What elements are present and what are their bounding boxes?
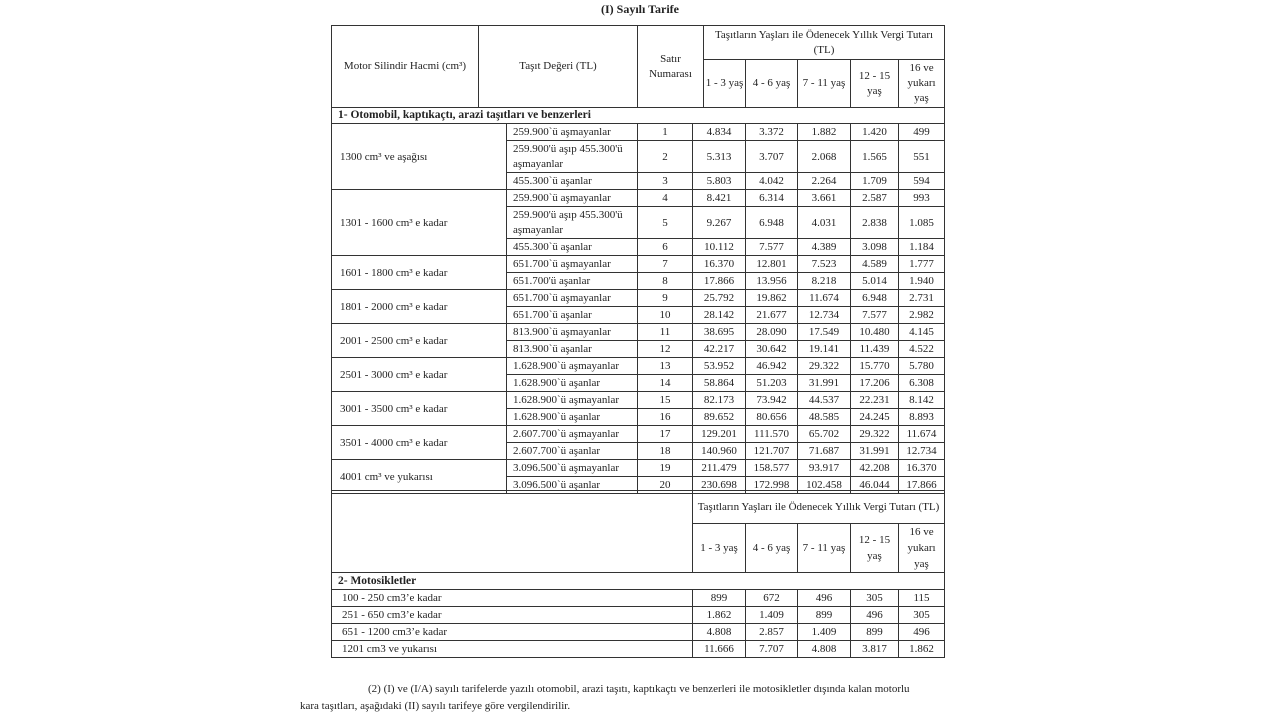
tariff-body (331, 123, 945, 494)
engine-capacity-cell: 1301 - 1600 cm³ e kadar (332, 190, 507, 256)
tax-amount-cell: 89.652 (693, 409, 746, 426)
vehicle-value-cell: 455.300`ü aşanlar (507, 239, 638, 256)
tax-amount-cell: 2.068 (798, 141, 851, 173)
tax-amount-cell: 44.537 (798, 392, 851, 409)
vehicle-value-cell: 813.900`ü aşanlar (507, 341, 638, 358)
tax-amount-cell: 102.458 (798, 477, 851, 494)
engine-capacity-cell: 3001 - 3500 cm³ e kadar (332, 392, 507, 426)
tax-amount-cell: 7.577 (851, 307, 899, 324)
row-number-cell: 4 (638, 190, 693, 207)
tax-amount-cell: 4.808 (798, 641, 851, 658)
vehicle-value-cell: 259.900'ü aşıp 455.300'ü aşmayanlar (507, 207, 638, 239)
vehicle-value-cell: 651.700'ü aşanlar (507, 273, 638, 290)
motorcycle-capacity-cell: 100 - 250 cm3’e kadar (332, 590, 693, 607)
motorcycle-row (332, 607, 945, 624)
vehicle-value-cell: 651.700`ü aşmayanlar (507, 290, 638, 307)
vehicle-value-cell: 1.628.900`ü aşmayanlar (507, 358, 638, 375)
header-age-1: 1 - 3 yaş (704, 60, 746, 108)
tax-amount-cell: 2.857 (746, 624, 798, 641)
tax-amount-cell: 17.866 (899, 477, 945, 494)
tax-amount-cell: 12.734 (899, 443, 945, 460)
engine-capacity-cell: 1601 - 1800 cm³ e kadar (332, 256, 507, 290)
table-row (332, 358, 945, 375)
tax-amount-cell: 1.409 (798, 624, 851, 641)
row-number-cell: 13 (638, 358, 693, 375)
tax-amount-cell: 7.577 (746, 239, 798, 256)
tax-amount-cell: 4.522 (899, 341, 945, 358)
row-number-cell: 1 (638, 124, 693, 141)
tax-amount-cell: 12.801 (746, 256, 798, 273)
header-engine: Motor Silindir Hacmi (cm³) (332, 26, 479, 108)
section-title-cars: 1- Otomobil, kaptıkaçtı, arazi taşıtları ve benzerleri (332, 108, 945, 124)
tax-amount-cell: 2.264 (798, 173, 851, 190)
tax-amount-cell: 58.864 (693, 375, 746, 392)
tax-amount-cell: 899 (851, 624, 899, 641)
tax-amount-cell: 5.780 (899, 358, 945, 375)
tax-amount-cell: 46.044 (851, 477, 899, 494)
header-age-5: 16 ve yukarı yaş (899, 60, 945, 108)
moto-header-age-3: 7 - 11 yaş (798, 524, 851, 573)
tariff-header (331, 25, 945, 124)
tax-amount-cell: 73.942 (746, 392, 798, 409)
tax-amount-cell: 1.862 (899, 641, 945, 658)
row-number-cell: 3 (638, 173, 693, 190)
tax-amount-cell: 1.085 (899, 207, 945, 239)
tax-amount-cell: 211.479 (693, 460, 746, 477)
table-row (332, 124, 945, 141)
engine-capacity-cell: 2001 - 2500 cm³ e kadar (332, 324, 507, 358)
motorcycle-row (332, 641, 945, 658)
tax-amount-cell: 13.956 (746, 273, 798, 290)
table-row (332, 190, 945, 207)
tax-amount-cell: 672 (746, 590, 798, 607)
row-number-cell: 20 (638, 477, 693, 494)
tax-amount-cell: 1.777 (899, 256, 945, 273)
tax-amount-cell: 11.439 (851, 341, 899, 358)
tax-amount-cell: 305 (899, 607, 945, 624)
tax-amount-cell: 10.112 (693, 239, 746, 256)
tax-amount-cell: 172.998 (746, 477, 798, 494)
tax-amount-cell: 16.370 (693, 256, 746, 273)
motorcycle-table (331, 490, 945, 658)
section-title-motorcycles: 2- Motosikletler (332, 573, 945, 590)
tax-amount-cell: 30.642 (746, 341, 798, 358)
tax-amount-cell: 121.707 (746, 443, 798, 460)
tax-amount-cell: 31.991 (851, 443, 899, 460)
tax-amount-cell: 1.565 (851, 141, 899, 173)
tax-amount-cell: 11.674 (798, 290, 851, 307)
row-number-cell: 7 (638, 256, 693, 273)
tax-amount-cell: 4.031 (798, 207, 851, 239)
tax-amount-cell: 2.838 (851, 207, 899, 239)
moto-header-age-4: 12 - 15 yaş (851, 524, 899, 573)
moto-header-tax-group: Taşıtların Yaşları ile Ödenecek Yıllık Vergi Tutarı (TL) (693, 491, 945, 524)
tax-amount-cell: 6.948 (746, 207, 798, 239)
tax-amount-cell: 305 (851, 590, 899, 607)
moto-header-age-2: 4 - 6 yaş (746, 524, 798, 573)
tax-amount-cell: 1.184 (899, 239, 945, 256)
tax-amount-cell: 17.549 (798, 324, 851, 341)
row-number-cell: 10 (638, 307, 693, 324)
tax-amount-cell: 9.267 (693, 207, 746, 239)
vehicle-value-cell: 259.900`ü aşmayanlar (507, 124, 638, 141)
vehicle-value-cell: 651.700`ü aşmayanlar (507, 256, 638, 273)
tax-amount-cell: 158.577 (746, 460, 798, 477)
tax-amount-cell: 1.882 (798, 124, 851, 141)
moto-header-age-5: 16 ve yukarı yaş (899, 524, 945, 573)
tax-amount-cell: 46.942 (746, 358, 798, 375)
tax-amount-cell: 594 (899, 173, 945, 190)
tax-amount-cell: 496 (899, 624, 945, 641)
table-row (332, 324, 945, 341)
tax-amount-cell: 7.707 (746, 641, 798, 658)
tax-amount-cell: 899 (798, 607, 851, 624)
tax-amount-cell: 80.656 (746, 409, 798, 426)
tax-amount-cell: 6.308 (899, 375, 945, 392)
tax-amount-cell: 42.217 (693, 341, 746, 358)
tax-amount-cell: 8.142 (899, 392, 945, 409)
row-number-cell: 18 (638, 443, 693, 460)
tax-amount-cell: 4.389 (798, 239, 851, 256)
vehicle-value-cell: 1.628.900`ü aşanlar (507, 409, 638, 426)
tax-amount-cell: 4.834 (693, 124, 746, 141)
vehicle-value-cell: 455.300`ü aşanlar (507, 173, 638, 190)
tax-amount-cell: 48.585 (798, 409, 851, 426)
tax-amount-cell: 3.098 (851, 239, 899, 256)
tax-amount-cell: 3.707 (746, 141, 798, 173)
moto-header-blank (332, 491, 693, 573)
tax-amount-cell: 2.587 (851, 190, 899, 207)
tax-amount-cell: 551 (899, 141, 945, 173)
row-number-cell: 6 (638, 239, 693, 256)
row-number-cell: 11 (638, 324, 693, 341)
tax-amount-cell: 28.142 (693, 307, 746, 324)
tax-amount-cell: 51.203 (746, 375, 798, 392)
table-row (332, 392, 945, 409)
table-row (332, 290, 945, 307)
tax-amount-cell: 29.322 (851, 426, 899, 443)
tax-amount-cell: 28.090 (746, 324, 798, 341)
vehicle-value-cell: 1.628.900`ü aşanlar (507, 375, 638, 392)
table-row (332, 256, 945, 273)
tax-amount-cell: 1.420 (851, 124, 899, 141)
tax-amount-cell: 11.666 (693, 641, 746, 658)
table-row (332, 426, 945, 443)
paragraph (300, 681, 980, 715)
header-tax-group: Taşıtların Yaşları ile Ödenecek Yıllık Vergi Tutarı (TL) (704, 26, 945, 60)
motorcycle-capacity-cell: 1201 cm3 ve yukarısı (332, 641, 693, 658)
tax-amount-cell: 496 (798, 590, 851, 607)
tax-amount-cell: 11.674 (899, 426, 945, 443)
tax-amount-cell: 4.145 (899, 324, 945, 341)
tax-amount-cell: 899 (693, 590, 746, 607)
header-value: Taşıt Değeri (TL) (479, 26, 638, 108)
engine-capacity-cell: 3501 - 4000 cm³ e kadar (332, 426, 507, 460)
vehicle-value-cell: 651.700`ü aşanlar (507, 307, 638, 324)
tax-amount-cell: 3.661 (798, 190, 851, 207)
motorcycle-capacity-cell: 651 - 1200 cm3’e kadar (332, 624, 693, 641)
row-number-cell: 5 (638, 207, 693, 239)
tax-amount-cell: 8.218 (798, 273, 851, 290)
tax-amount-cell: 6.948 (851, 290, 899, 307)
tax-amount-cell: 7.523 (798, 256, 851, 273)
tax-amount-cell: 115 (899, 590, 945, 607)
tax-amount-cell: 2.982 (899, 307, 945, 324)
tax-amount-cell: 24.245 (851, 409, 899, 426)
vehicle-value-cell: 2.607.700`ü aşmayanlar (507, 426, 638, 443)
tax-amount-cell: 31.991 (798, 375, 851, 392)
tax-amount-cell: 5.313 (693, 141, 746, 173)
row-number-cell: 19 (638, 460, 693, 477)
engine-capacity-cell: 2501 - 3000 cm³ e kadar (332, 358, 507, 392)
row-number-cell: 16 (638, 409, 693, 426)
tax-amount-cell: 1.409 (746, 607, 798, 624)
tax-amount-cell: 4.808 (693, 624, 746, 641)
vehicle-value-cell: 259.900'ü aşıp 455.300'ü aşmayanlar (507, 141, 638, 173)
row-number-cell: 9 (638, 290, 693, 307)
motorcycle-row (332, 590, 945, 607)
tax-amount-cell: 129.201 (693, 426, 746, 443)
tax-amount-cell: 12.734 (798, 307, 851, 324)
vehicle-value-cell: 3.096.500`ü aşmayanlar (507, 460, 638, 477)
vehicle-value-cell: 259.900`ü aşmayanlar (507, 190, 638, 207)
row-number-cell: 12 (638, 341, 693, 358)
vehicle-value-cell: 2.607.700`ü aşanlar (507, 443, 638, 460)
tax-amount-cell: 3.372 (746, 124, 798, 141)
vehicle-value-cell: 3.096.500`ü aşanlar (507, 477, 638, 494)
tax-amount-cell: 19.862 (746, 290, 798, 307)
tax-amount-cell: 65.702 (798, 426, 851, 443)
tax-amount-cell: 8.421 (693, 190, 746, 207)
tax-amount-cell: 25.792 (693, 290, 746, 307)
engine-capacity-cell: 1801 - 2000 cm³ e kadar (332, 290, 507, 324)
tax-amount-cell: 93.917 (798, 460, 851, 477)
tax-amount-cell: 499 (899, 124, 945, 141)
row-number-cell: 17 (638, 426, 693, 443)
tax-amount-cell: 17.866 (693, 273, 746, 290)
header-age-4: 12 - 15 yaş (851, 60, 899, 108)
engine-capacity-cell: 4001 cm³ ve yukarısı (332, 460, 507, 494)
row-number-cell: 8 (638, 273, 693, 290)
tax-amount-cell: 5.803 (693, 173, 746, 190)
tax-amount-cell: 17.206 (851, 375, 899, 392)
tax-amount-cell: 993 (899, 190, 945, 207)
tax-amount-cell: 53.952 (693, 358, 746, 375)
motorcycle-capacity-cell: 251 - 650 cm3’e kadar (332, 607, 693, 624)
tax-amount-cell: 42.208 (851, 460, 899, 477)
row-number-cell: 2 (638, 141, 693, 173)
tax-amount-cell: 2.731 (899, 290, 945, 307)
tax-amount-cell: 82.173 (693, 392, 746, 409)
tax-amount-cell: 22.231 (851, 392, 899, 409)
header-age-2: 4 - 6 yaş (746, 60, 798, 108)
table-row (332, 460, 945, 477)
row-number-cell: 14 (638, 375, 693, 392)
tax-amount-cell: 1.709 (851, 173, 899, 190)
header-row-number: Satır Numarası (638, 26, 704, 108)
tax-amount-cell: 1.940 (899, 273, 945, 290)
tax-amount-cell: 1.862 (693, 607, 746, 624)
tax-amount-cell: 140.960 (693, 443, 746, 460)
vehicle-value-cell: 1.628.900`ü aşmayanlar (507, 392, 638, 409)
motorcycle-row (332, 624, 945, 641)
paragraph-line-2: kara taşıtları, aşağıdaki (II) sayılı tarifeye göre vergilendirilir. (300, 700, 571, 712)
page-title: (I) Sayılı Tarife (600, 2, 679, 16)
tax-amount-cell: 21.677 (746, 307, 798, 324)
vehicle-value-cell: 813.900`ü aşmayanlar (507, 324, 638, 341)
moto-header-age-1: 1 - 3 yaş (693, 524, 746, 573)
row-number-cell: 15 (638, 392, 693, 409)
tax-amount-cell: 19.141 (798, 341, 851, 358)
tax-amount-cell: 496 (851, 607, 899, 624)
tax-amount-cell: 4.042 (746, 173, 798, 190)
tax-amount-cell: 230.698 (693, 477, 746, 494)
tax-amount-cell: 15.770 (851, 358, 899, 375)
tax-amount-cell: 5.014 (851, 273, 899, 290)
paragraph-line-1: (2) (I) ve (I/A) sayılı tarifelerde yazılı otomobil, arazi taşıtı, kaptıkaçtı ve benzerleri ile motosikletler dışında kalan motorlu (368, 683, 910, 695)
engine-capacity-cell: 1300 cm³ ve aşağısı (332, 124, 507, 190)
tax-amount-cell: 3.817 (851, 641, 899, 658)
tax-amount-cell: 71.687 (798, 443, 851, 460)
tax-amount-cell: 16.370 (899, 460, 945, 477)
tax-amount-cell: 8.893 (899, 409, 945, 426)
tax-amount-cell: 6.314 (746, 190, 798, 207)
header-age-3: 7 - 11 yaş (798, 60, 851, 108)
tax-amount-cell: 4.589 (851, 256, 899, 273)
tax-amount-cell: 38.695 (693, 324, 746, 341)
tax-amount-cell: 111.570 (746, 426, 798, 443)
tax-amount-cell: 29.322 (798, 358, 851, 375)
tax-amount-cell: 10.480 (851, 324, 899, 341)
